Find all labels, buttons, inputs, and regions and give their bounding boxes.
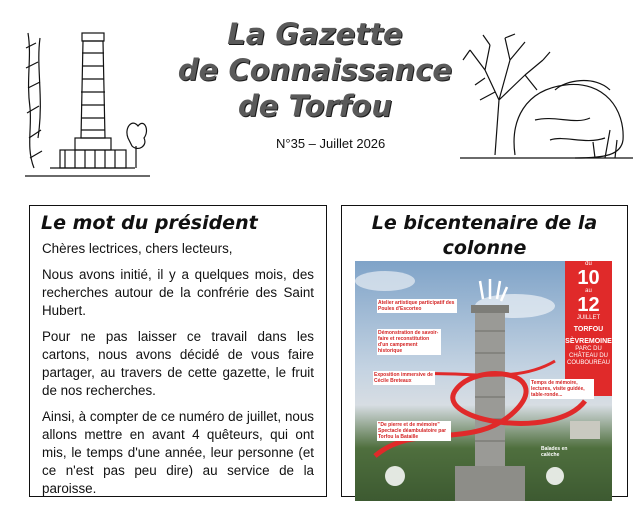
poster-place-2: SÈVREMOINE xyxy=(565,338,612,345)
title-line-1: La Gazette xyxy=(227,17,403,51)
poster-note: Démonstration de savoir-faire et reconstitution d'un campement historique xyxy=(377,329,441,355)
president-article-body xyxy=(42,240,314,506)
poster-note: Temps de mémoire, lectures, visite guidée, table-ronde... xyxy=(530,379,594,399)
poster-day-start: 10 xyxy=(577,267,600,289)
poster-date-banner xyxy=(565,261,612,396)
poster-du: du xyxy=(585,261,592,267)
poster-day-end: 12 xyxy=(577,294,600,316)
article-paragraph: Nous avons initié, il y a quelques mois, des recherches autour de la confrérie des Saint Hubert. xyxy=(42,267,314,318)
poster-month: JUILLET xyxy=(576,315,601,321)
title-line-2: de Connaissance xyxy=(177,53,453,87)
poster-note: "De pierre et de mémoire" Spectacle déambulatoire par Torfou la Bataille xyxy=(377,421,451,441)
poster-au: au xyxy=(585,288,592,294)
poster-note: Exposition immersive de Cécile Breteaux xyxy=(373,371,435,385)
article-paragraph: Pour ne pas laisser ce travail dans les cartons, nous avons décidé de vous faire partager, au travers de cette gazette, le fruit de nos recherches. xyxy=(42,329,314,398)
poster-place-3: PARC DU CHÂTEAU DU COUBOUREAU xyxy=(566,346,610,366)
newspaper-title xyxy=(175,16,455,124)
president-article-box xyxy=(29,205,327,497)
tree-and-rock-drawing xyxy=(455,30,635,165)
poster-note: Atelier artistique participatif des Poules d'Escorteo xyxy=(377,299,457,313)
bicentenary-box xyxy=(341,205,628,497)
poster-note: Balades en calèche xyxy=(541,446,568,458)
event-poster xyxy=(355,261,612,501)
bicentenary-title: Le bicentenaire de la colonne xyxy=(371,212,598,259)
president-article-title: Le mot du président xyxy=(41,212,258,234)
title-line-3: de Torfou xyxy=(238,89,392,123)
issue-number: N°35 – Juillet 2026 xyxy=(276,136,386,151)
article-paragraph: Ainsi, à compter de ce numéro de juillet, nous allons mettre en avant 4 quêteurs, qui ont mis, le temps d'une année, leur personne (et ce n'est pas peu dire) au service de la paroisse. xyxy=(42,409,314,496)
article-paragraph: Chères lectrices, chers lecteurs, xyxy=(42,241,233,256)
column-monument-drawing xyxy=(20,18,155,188)
poster-place-1: TORFOU xyxy=(573,326,604,333)
